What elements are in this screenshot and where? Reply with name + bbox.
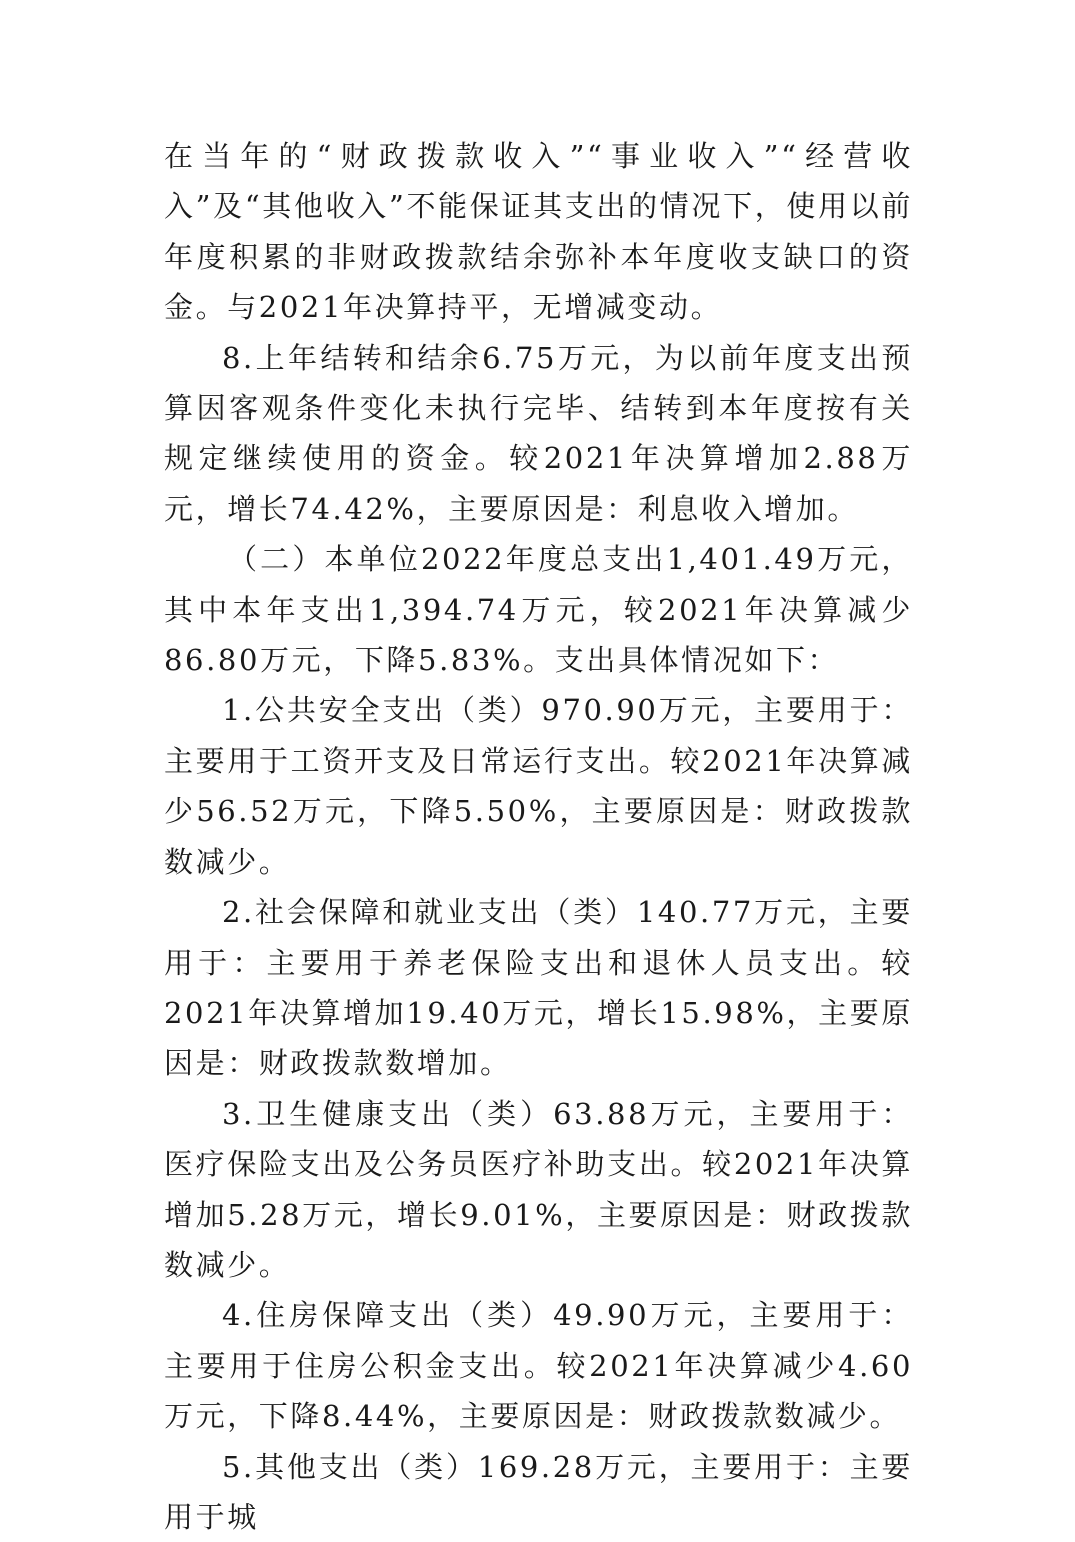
paragraph-item-3: 3.卫生健康支出（类）63.88万元，主要用于：医疗保险支出及公务员医疗补助支出。较2021年决算增加5.28万元，增长9.01%，主要原因是：财政拨款数减少。	[164, 1096, 913, 1282]
paragraph-item-8: 8.上年结转和结余6.75万元，为以前年度支出预算因客观条件变化未执行完毕、结转到本年度按有关规定继续使用的资金。较2021年决算增加2.88万元，增长74.42%，主要原因是：利息收入增加。	[164, 340, 913, 526]
paragraph-item-2: 2.社会保障和就业支出（类）140.77万元，主要用于：主要用于养老保险支出和退休人员支出。较2021年决算增加19.40万元，增长15.98%，主要原因是：财政拨款数增加。	[164, 895, 913, 1081]
paragraph-section-2: （二）本单位2022年度总支出1,401.49万元，其中本年支出1,394.74万元，较2021年决算减少86.80万元，下降5.83%。支出具体情况如下：	[164, 542, 913, 678]
paragraph-continuation: 在当年的“财政拨款收入”“事业收入”“经营收入”及“其他收入”不能保证其支出的情况下，使用以前年度积累的非财政拨款结余弥补本年度收支缺口的资金。与2021年决算持平，无增减变动。	[164, 139, 913, 325]
paragraph-item-1: 1.公共安全支出（类）970.90万元，主要用于：主要用于工资开支及日常运行支出。较2021年决算减少56.52万元，下降5.50%，主要原因是：财政拨款数减少。	[164, 693, 913, 879]
paragraph-item-5: 5.其他支出（类）169.28万元，主要用于：主要用于城	[164, 1449, 913, 1534]
document-body	[164, 131, 913, 1542]
paragraph-item-4: 4.住房保障支出（类）49.90万元，主要用于：主要用于住房公积金支出。较2021年决算减少4.60万元，下降8.44%，主要原因是：财政拨款数减少。	[164, 1298, 913, 1434]
